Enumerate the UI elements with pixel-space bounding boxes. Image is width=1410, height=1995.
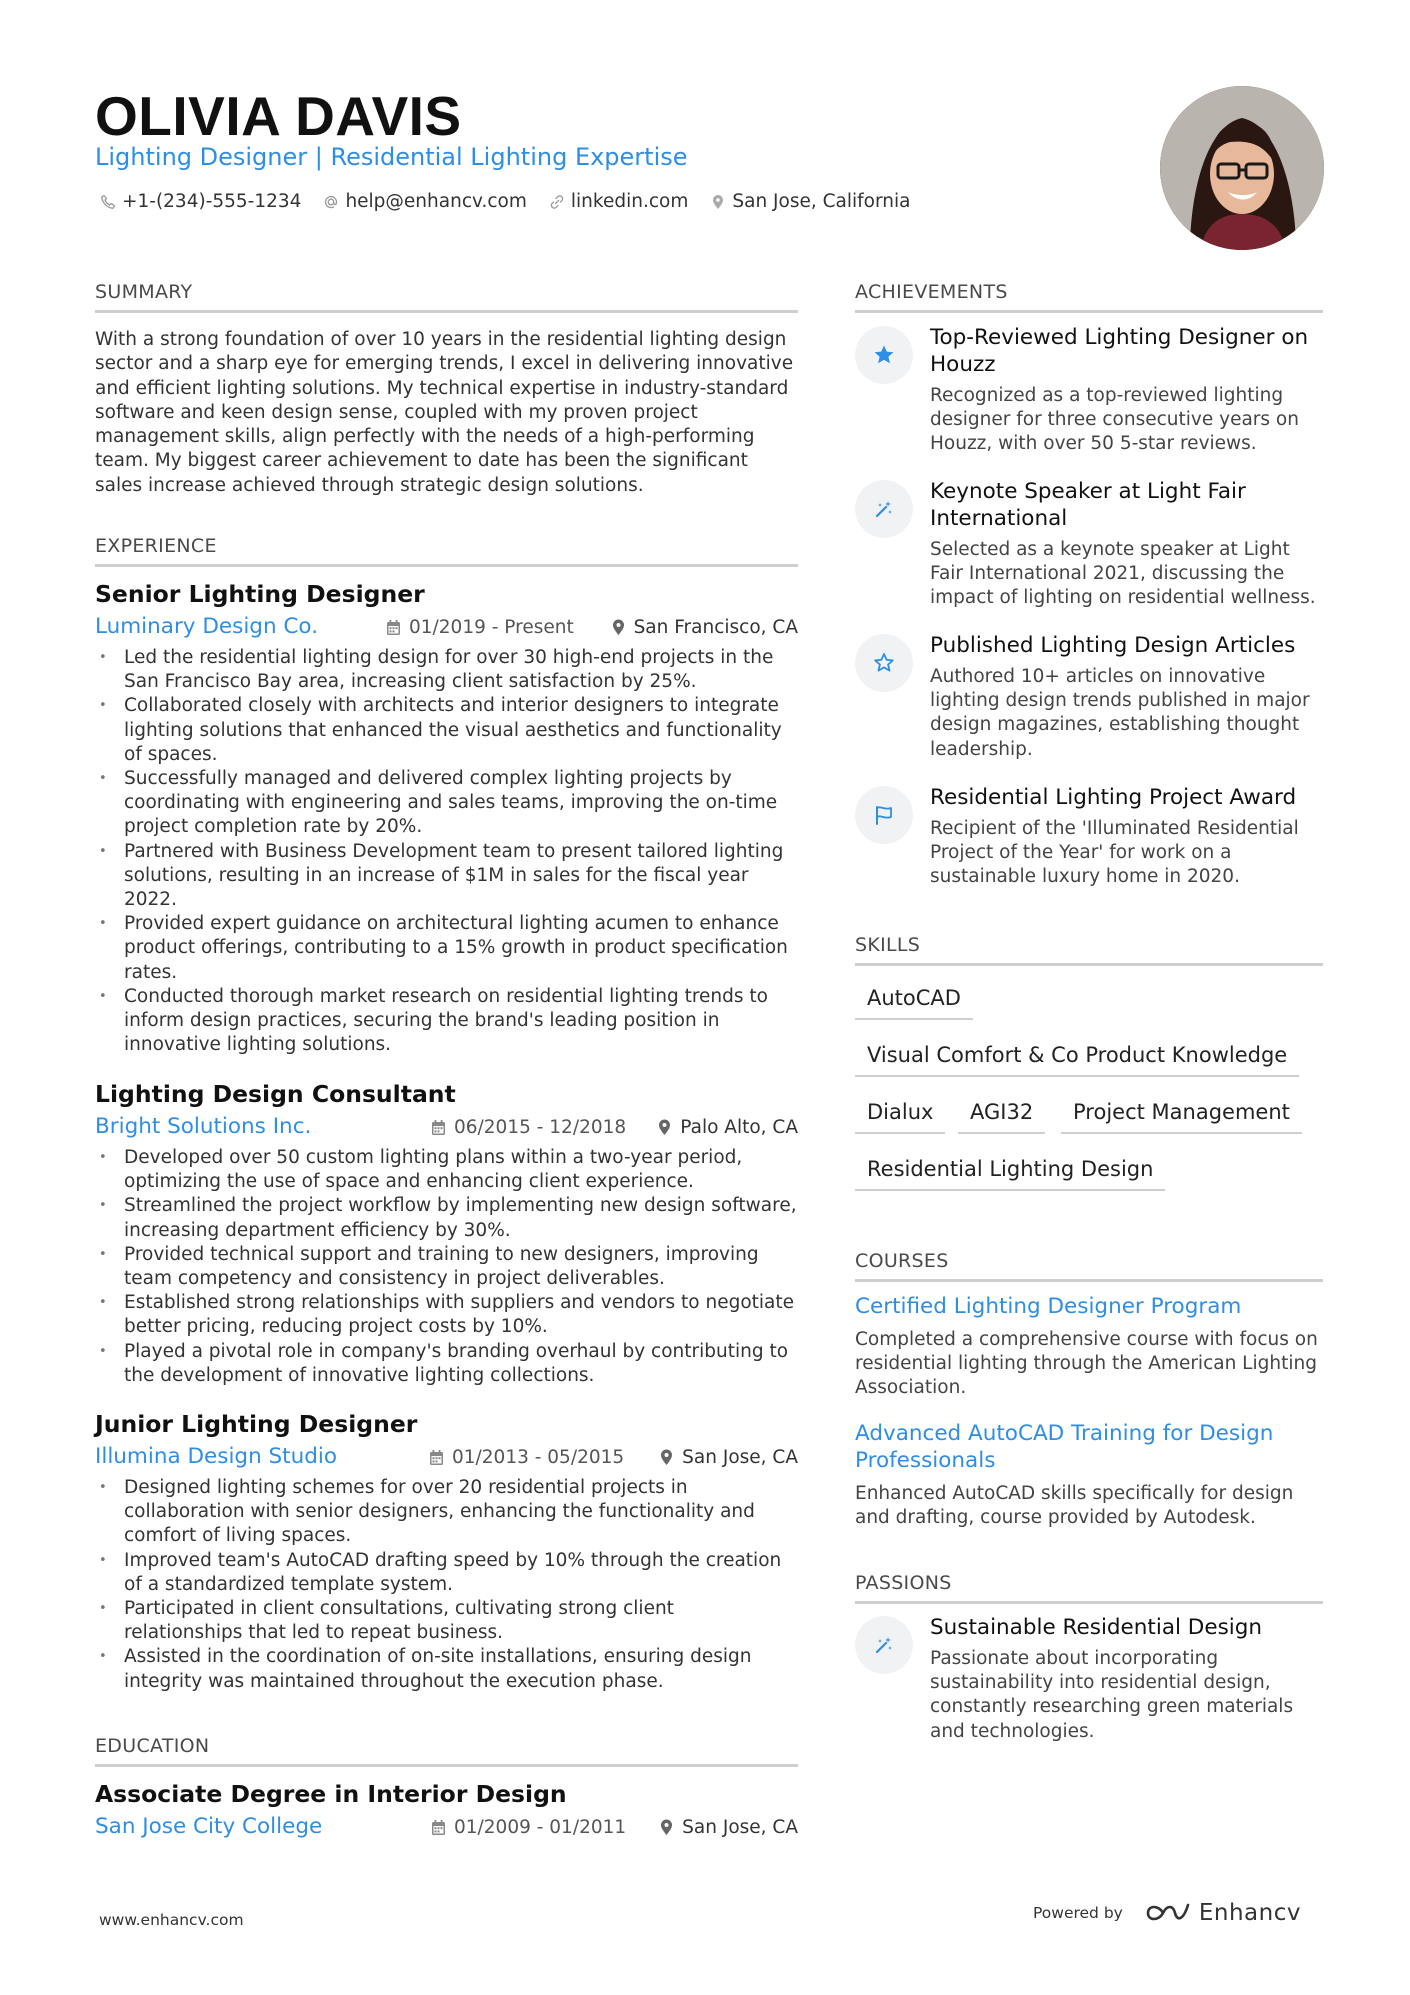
contact-location (710, 191, 910, 212)
link-icon (549, 194, 565, 210)
calendar-icon (431, 1819, 446, 1836)
course-item (855, 1420, 1325, 1530)
company-name[interactable]: Bright Solutions Inc. (95, 1114, 312, 1139)
phone-text: +1-(234)-555-1234 (122, 191, 302, 212)
achievement-icon-badge (855, 326, 913, 384)
education-meta (95, 1814, 798, 1846)
job-bullets (95, 1476, 798, 1694)
achievement-title: Residential Lighting Project Award (930, 785, 1297, 810)
passion-desc: Passionate about incorporating sustainability into residential design, constantly researching green materials and technologies. (930, 1648, 1294, 1742)
bullet-item: • Collaborated closely with architects and interior designers to integrate lighting solutions that enhanced the visual aesthetics and functionality of spaces. (95, 694, 798, 767)
bullet-item: • Conducted thorough market research on residential lighting trends to inform design practices, securing the brand's leading position in innovative lighting solutions. (95, 985, 798, 1058)
phone-icon (100, 194, 116, 210)
dates-text: 01/2009 - 01/2011 (454, 1817, 627, 1838)
course-title[interactable]: Advanced AutoCAD Training for Design Professionals (855, 1421, 1274, 1473)
map-pin-icon (659, 1819, 674, 1836)
achievements-heading: ACHIEVEMENTS (855, 281, 1323, 313)
dates-text: 01/2019 - Present (409, 617, 574, 638)
skill-tag: AGI32 (958, 1100, 1045, 1134)
passion-item (855, 1614, 1325, 1744)
skill-tag: Residential Lighting Design (855, 1157, 1165, 1191)
skill-tag: Project Management (1061, 1100, 1302, 1134)
brand-logo[interactable] (1145, 1900, 1301, 1926)
job-title: Lighting Design Consultant (95, 1080, 456, 1108)
job-entry (95, 1080, 798, 1388)
linkedin-text: linkedin.com (570, 191, 689, 212)
achievement-item (855, 324, 1325, 457)
achievement-item (855, 478, 1325, 611)
passions-heading: PASSIONS (855, 1572, 1323, 1604)
education-location (659, 1817, 798, 1838)
experience-heading: EXPERIENCE (95, 535, 798, 567)
location-text: San Jose, CA (682, 1447, 798, 1468)
brand-name: Enhancv (1198, 1900, 1301, 1926)
powered-by-label: Powered by (1033, 1904, 1123, 1922)
location-text: San Francisco, CA (633, 617, 798, 638)
bullet-item: • Participated in client consultations, cultivating strong client relationships that led to repeat business. (95, 1597, 798, 1645)
company-name[interactable]: Luminary Design Co. (95, 614, 319, 639)
job-meta (95, 614, 798, 646)
education-heading: EDUCATION (95, 1735, 798, 1767)
achievement-icon-badge (855, 480, 913, 538)
map-pin-icon (710, 194, 726, 210)
bullet-item: • Developed over 50 custom lighting plans within a two-year period, optimizing the use of space and enhancing client experience. (95, 1146, 798, 1194)
course-title[interactable]: Certified Lighting Designer Program (855, 1294, 1242, 1319)
achievement-desc: Recognized as a top-reviewed lighting designer for three consecutive years on Houzz, with over 50 5-star reviews. (930, 385, 1299, 455)
job-location (659, 1447, 798, 1468)
star-filled-icon (872, 343, 896, 367)
at-sign-icon (323, 194, 339, 210)
job-title: Senior Lighting Designer (95, 580, 425, 608)
location-text: Palo Alto, CA (680, 1117, 798, 1138)
skill-tag: Dialux (855, 1100, 945, 1134)
job-dates (431, 1117, 626, 1138)
profile-portrait (1160, 86, 1324, 250)
bullet-item: • Partnered with Business Development team to present tailored lighting solutions, resulting in an increase of $1M in sales for the fiscal year 2022. (95, 840, 798, 913)
summary-text: With a strong foundation of over 10 years in the residential lighting design sector and a sharp eye for emerging trends, I excel in delivering innovative and efficient lighting solutions. My technical expertise in industry-standard software and keen design sense, coupled with my proven project management skills, align perfectly with the needs of a high-performing team. My biggest career achievement to date has been the significant sales increase achieved through strategic design solutions. (95, 329, 794, 496)
job-dates (386, 617, 574, 638)
school-name[interactable]: San Jose City College (95, 1814, 323, 1839)
skill-tag: AutoCAD (855, 986, 973, 1020)
map-pin-icon (611, 619, 626, 636)
footer-branding (1033, 1900, 1301, 1926)
map-pin-icon (657, 1119, 672, 1136)
job-bullets (95, 1146, 798, 1388)
achievement-title: Keynote Speaker at Light Fair International (930, 479, 1246, 531)
course-item (855, 1293, 1325, 1401)
achievement-title: Published Lighting Design Articles (930, 633, 1296, 658)
job-dates (429, 1447, 624, 1468)
star-outline-icon (872, 651, 896, 675)
calendar-icon (431, 1119, 446, 1136)
course-desc: Enhanced AutoCAD skills specifically for design and drafting, course provided by Autodesk. (855, 1483, 1294, 1529)
skill-tag: Visual Comfort & Co Product Knowledge (855, 1043, 1299, 1077)
bullet-item: • Led the residential lighting design for over 30 high-end projects in the San Francisco Bay area, increasing client satisfaction by 25%. (95, 646, 798, 694)
achievement-desc: Recipient of the 'Illuminated Residential Project of the Year' for work on a sustainable luxury home in 2020. (930, 818, 1299, 888)
contact-linkedin[interactable] (549, 191, 688, 212)
map-pin-icon (659, 1449, 674, 1466)
courses-heading: COURSES (855, 1250, 1323, 1282)
education-dates (431, 1817, 626, 1838)
dates-text: 01/2013 - 05/2015 (452, 1447, 625, 1468)
candidate-name: OLIVIA DAVIS (95, 85, 462, 147)
bullet-item: • Provided expert guidance on architectural lighting acumen to enhance product offerings, contributing to a 15% growth in product specification rates. (95, 912, 798, 985)
magic-wand-icon (872, 497, 896, 521)
course-desc: Completed a comprehensive course with focus on residential lighting through the American Lighting Association. (855, 1329, 1318, 1399)
passion-title: Sustainable Residential Design (930, 1615, 1263, 1640)
achievement-desc: Authored 10+ articles on innovative lighting design trends published in major design magazines, establishing thought leadership. (930, 666, 1310, 760)
contact-phone[interactable] (100, 191, 301, 212)
bullet-item: • Successfully managed and delivered complex lighting projects by coordinating with engineering and sales teams, improving the on-time project completion rate by 20%. (95, 767, 798, 840)
profile-photo (1160, 86, 1324, 250)
degree-title: Associate Degree in Interior Design (95, 1780, 567, 1808)
bullet-item: • Streamlined the project workflow by implementing new design software, increasing department efficiency by 30%. (95, 1194, 798, 1242)
enhancv-logo-icon (1145, 1900, 1191, 1926)
achievement-title: Top-Reviewed Lighting Designer on Houzz (930, 325, 1309, 377)
headline: Lighting Designer | Residential Lighting Expertise (95, 143, 688, 171)
bullet-item: • Played a pivotal role in company's branding overhaul by contributing to the development of innovative lighting collections. (95, 1340, 798, 1388)
email-text: help@enhancv.com (345, 191, 527, 212)
job-bullets (95, 646, 798, 1057)
achievement-icon-badge (855, 634, 913, 692)
bullet-item: • Designed lighting schemes for over 20 residential projects in collaboration with senior designers, enhancing the functionality and comfort of living spaces. (95, 1476, 798, 1549)
contact-email[interactable] (323, 191, 526, 212)
job-entry (95, 580, 798, 1057)
job-entry (95, 1410, 798, 1694)
magic-wand-icon (872, 1633, 896, 1657)
bullet-item: • Improved team's AutoCAD drafting speed by 10% through the creation of a standardized template system. (95, 1549, 798, 1597)
company-name[interactable]: Illumina Design Studio (95, 1444, 338, 1469)
dates-text: 06/2015 - 12/2018 (454, 1117, 627, 1138)
passion-icon-badge (855, 1616, 913, 1674)
location-text: San Jose, CA (682, 1817, 798, 1838)
achievement-item (855, 632, 1325, 762)
job-meta (95, 1114, 798, 1146)
achievement-item (855, 784, 1325, 890)
bullet-item: • Established strong relationships with suppliers and vendors to negotiate better pricing, reducing project costs by 10%. (95, 1291, 798, 1339)
calendar-icon (429, 1449, 444, 1466)
education-entry (95, 1780, 798, 1846)
achievement-icon-badge (855, 786, 913, 844)
summary-heading: SUMMARY (95, 281, 798, 313)
job-title: Junior Lighting Designer (95, 1410, 418, 1438)
bullet-item: • Provided technical support and training to new designers, improving team competency and consistency in project deliverables. (95, 1243, 798, 1291)
skills-heading: SKILLS (855, 934, 1323, 966)
calendar-icon (386, 619, 401, 636)
location-text: San Jose, California (732, 191, 911, 212)
bullet-item: • Assisted in the coordination of on-site installations, ensuring design integrity was maintained throughout the execution phase. (95, 1645, 798, 1693)
job-location (657, 1117, 798, 1138)
flag-icon (872, 803, 896, 827)
contact-bar (100, 191, 910, 212)
achievement-desc: Selected as a keynote speaker at Light Fair International 2021, discussing the impact of lighting on residential wellness. (930, 539, 1316, 609)
job-location (611, 617, 798, 638)
job-meta (95, 1444, 798, 1476)
footer-website[interactable]: www.enhancv.com (99, 1911, 244, 1929)
